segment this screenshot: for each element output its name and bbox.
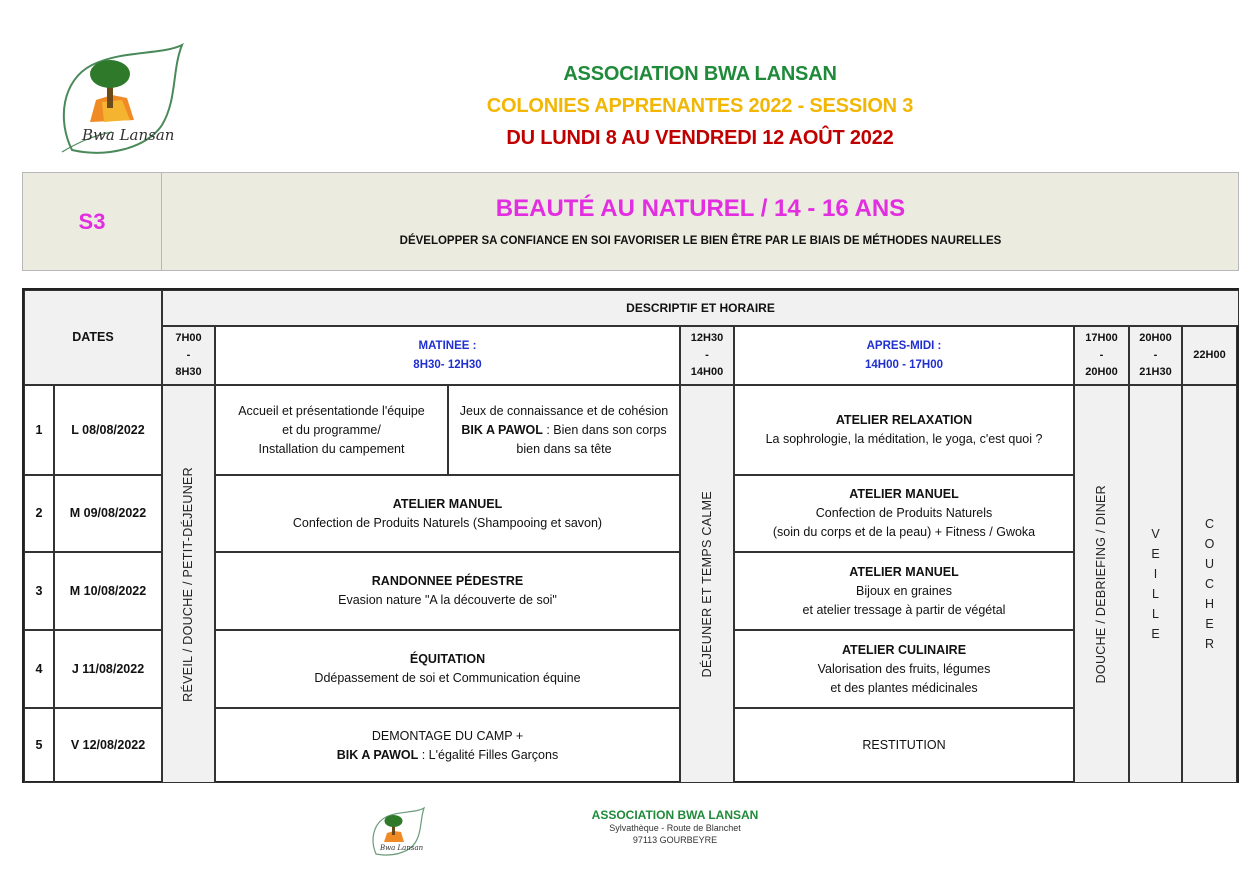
letter: E	[1205, 617, 1214, 631]
time-header-apresmidi	[734, 326, 1074, 385]
veille-span	[1129, 385, 1182, 783]
footer-logo	[368, 806, 428, 858]
letter: O	[1204, 537, 1215, 551]
row-number	[24, 708, 54, 783]
wake-span	[162, 385, 215, 783]
row-number-label: 1	[35, 422, 43, 437]
row-date-label: L 08/08/2022	[71, 422, 145, 437]
activity-line: Confection de Produits Naturels (Shampooing et savon)	[292, 515, 603, 530]
time-end: 8H30	[175, 366, 202, 378]
time-start: 20H00	[1139, 332, 1172, 344]
row-date-label: M 10/08/2022	[69, 583, 147, 598]
afternoon-activity	[734, 630, 1074, 708]
dinner-span-label: DOUCHE / DEBRIEFING / DINER	[1094, 484, 1108, 684]
leaf-tree-logo-icon	[52, 40, 192, 160]
activity-text: : Bien dans son corps	[542, 422, 667, 437]
coucher-span-label	[1205, 514, 1215, 654]
activity-keyword: BIK A PAWOL	[461, 422, 543, 437]
activity-line: et du programme/	[282, 422, 381, 437]
activity-line: DEMONTAGE DU CAMP +	[371, 728, 524, 743]
activity-text: : L'égalité Filles Garçons	[418, 747, 559, 762]
time-header-dinner	[1074, 326, 1129, 385]
morning-activity	[215, 385, 448, 475]
activity-line: et atelier tressage à partir de végétal	[802, 602, 1006, 617]
descriptif-header-label: DESCRIPTIF ET HORAIRE	[626, 300, 775, 315]
activity-line: Valorisation des fruits, légumes	[817, 661, 991, 676]
footer-address	[560, 808, 790, 846]
activity-line: et des plantes médicinales	[830, 680, 978, 695]
apresmidi-hours: 14H00 - 17H00	[865, 358, 943, 371]
row-number-label: 5	[35, 738, 43, 752]
time-end: 14H00	[690, 366, 724, 378]
session-subtitle: DÉVELOPPER SA CONFIANCE EN SOI FAVORISER LE BIEN ÊTRE PAR LE BIAIS DE MÉTHODES NAURELLES	[399, 235, 1002, 247]
row-date-label: V 12/08/2022	[70, 738, 146, 752]
letter: R	[1204, 637, 1214, 651]
activity-line	[337, 746, 558, 765]
activity-line: bien dans sa tête	[516, 441, 612, 456]
letter: E	[1151, 547, 1160, 561]
letter: L	[1152, 607, 1159, 621]
wake-span-label: RÉVEIL / DOUCHE / PETIT-DÉJEUNER	[181, 466, 195, 702]
activity-line: Confection de Produits Naturels	[815, 506, 993, 520]
activity-keyword: BIK A PAWOL	[336, 747, 419, 762]
time-header-matinee	[215, 326, 680, 385]
letter: L	[1152, 587, 1159, 601]
document-header	[340, 58, 1060, 154]
activity-title: ATELIER CULINAIRE	[841, 642, 967, 657]
leaf-tree-logo-icon	[368, 806, 428, 858]
row-date	[54, 630, 162, 708]
activity-line: Installation du campement	[258, 441, 405, 456]
row-number-label: 4	[35, 661, 43, 676]
activity-line: Evasion nature "A la découverte de soi"	[338, 593, 557, 607]
row-number-label: 3	[35, 583, 43, 598]
morning-activity	[215, 552, 680, 630]
row-date	[54, 385, 162, 475]
afternoon-activity	[734, 552, 1074, 630]
row-number	[24, 475, 54, 552]
dinner-span	[1074, 385, 1129, 783]
activity-line: Ddépassement de soi et Communication équine	[314, 671, 581, 685]
activity-line	[461, 421, 666, 440]
time-header-veille	[1129, 326, 1182, 385]
time-dash: -	[705, 349, 709, 361]
letter: I	[1153, 567, 1158, 581]
activity-line: La sophrologie, la méditation, le yoga, c'est quoi ?	[765, 432, 1043, 446]
time-end: 20H00	[1085, 366, 1118, 378]
descriptif-header	[162, 290, 1239, 326]
letter: V	[1151, 527, 1160, 541]
matinee-label: MATINEE :	[418, 339, 477, 352]
row-number-label: 2	[35, 506, 43, 520]
time-dash: -	[1153, 349, 1158, 361]
dates-header	[24, 290, 162, 385]
row-date-label: M 09/08/2022	[69, 506, 147, 520]
activity-title: ATELIER MANUEL	[849, 487, 959, 501]
row-number	[24, 552, 54, 630]
afternoon-activity	[734, 475, 1074, 552]
footer-association-name: ASSOCIATION BWA LANSAN	[591, 808, 759, 822]
activity-line: RESTITUTION	[862, 738, 946, 752]
time-end: 21H30	[1139, 366, 1172, 378]
coucher-span	[1182, 385, 1237, 783]
association-name: ASSOCIATION BWA LANSAN	[563, 63, 837, 85]
dates-header-label: DATES	[72, 330, 114, 344]
apresmidi-label: APRES-MIDI :	[866, 339, 942, 352]
veille-span-label	[1151, 524, 1159, 644]
morning-activity	[448, 385, 680, 475]
program-title: COLONIES APPRENANTES 2022 - SESSION 3	[486, 95, 914, 117]
afternoon-activity	[734, 385, 1074, 475]
footer-address-line: Sylvathèque - Route de Blanchet	[609, 823, 741, 833]
afternoon-activity	[734, 708, 1074, 783]
letter: U	[1204, 557, 1214, 571]
time-dash: -	[1099, 349, 1104, 361]
session-title: BEAUTÉ AU NATUREL / 14 - 16 ANS	[495, 195, 906, 222]
activity-title: RANDONNEE PÉDESTRE	[371, 574, 524, 588]
activity-title: ÉQUITATION	[409, 652, 486, 666]
activity-title: ATELIER RELAXATION	[835, 413, 973, 427]
row-date-label: J 11/08/2022	[71, 661, 145, 676]
morning-activity	[215, 708, 680, 783]
time-header-wake	[162, 326, 215, 385]
footer-address-line: 97113 GOURBEYRE	[632, 835, 718, 845]
row-date	[54, 475, 162, 552]
time-start: 17H00	[1085, 332, 1118, 344]
time-start: 22H00	[1193, 349, 1226, 361]
activity-line: (soin du corps et de la peau) + Fitness / Gwoka	[772, 525, 1036, 539]
session-banner	[22, 172, 1239, 271]
morning-activity	[215, 475, 680, 552]
row-date	[54, 708, 162, 783]
time-start: 12H30	[690, 332, 724, 344]
lunch-span	[680, 385, 734, 783]
schedule-table	[22, 288, 1239, 783]
activity-line: Bijoux en graines	[856, 583, 952, 598]
letter: C	[1204, 517, 1214, 531]
matinee-hours: 8H30- 12H30	[413, 358, 482, 371]
letter: C	[1204, 577, 1214, 591]
row-date	[54, 552, 162, 630]
session-dates: DU LUNDI 8 AU VENDREDI 12 AOÛT 2022	[506, 127, 894, 149]
time-header-lunch	[680, 326, 734, 385]
time-header-coucher	[1182, 326, 1237, 385]
letter: H	[1204, 597, 1214, 611]
activity-title: ATELIER MANUEL	[392, 496, 503, 511]
row-number	[24, 385, 54, 475]
morning-activity	[215, 630, 680, 708]
activity-line: Accueil et présentationde l'équipe	[238, 403, 425, 418]
time-start: 7H00	[175, 332, 202, 344]
session-code: S3	[23, 173, 162, 270]
svg-text:Bwa Lansan: Bwa Lansan	[82, 126, 175, 144]
association-logo	[52, 40, 192, 160]
activity-line: Jeux de connaissance et de cohésion	[459, 403, 669, 418]
svg-text:Bwa Lansan: Bwa Lansan	[380, 844, 424, 852]
lunch-span-label: DÉJEUNER ET TEMPS CALME	[699, 490, 714, 678]
row-number	[24, 630, 54, 708]
letter: E	[1151, 627, 1160, 641]
time-dash: -	[186, 349, 191, 361]
activity-title: ATELIER MANUEL	[849, 564, 959, 579]
